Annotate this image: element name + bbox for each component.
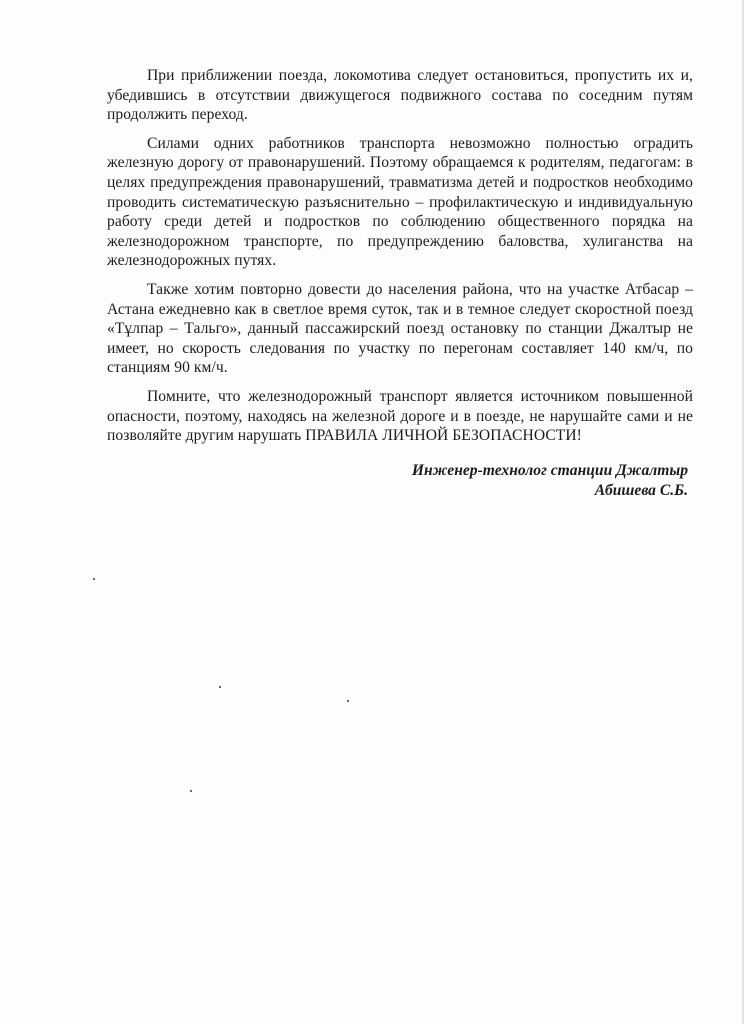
document-body (107, 66, 693, 455)
scan-speck (93, 578, 95, 580)
scan-speck (219, 686, 221, 688)
signature-name: Абишева С.Б. (594, 482, 688, 499)
scan-speck (190, 790, 192, 792)
paragraph-safety-warning: Помните, что железнодорожный транспорт является источником повышенной опасности, поэтому, находясь на железной дороге и в поезде, не нарушайте сами и не позволяйте другим нарушать ПРАВИЛА ЛИЧНОЙ БЕЗОПАСНОСТИ! (107, 387, 693, 445)
signature-block (412, 461, 688, 501)
paragraph-train-info: Также хотим повторно довести до населения района, что на участке Атбасар – Астана ежедневно как в светлое время суток, так и в темное следует скоростной поезд «Тұлпар – Тальго», данный пассажирский поезд остановку по станции Джалтыр не имеет, но скорость следования по участку по перегонам составляет 140 км/ч, по станциям 90 км/ч. (107, 280, 693, 377)
scan-speck (347, 700, 349, 702)
paragraph-crossing: При приближении поезда, локомотива следует остановиться, пропустить их и, убедившись в отсутствии движущегося подвижного состава по соседним путям продолжить переход. (107, 67, 693, 124)
signature-position: Инженер-технолог станции Джалтыр (411, 462, 688, 479)
paragraph-appeal: Силами одних работников транспорта невозможно полностью оградить железную дорогу от правонарушений. Поэтому обращаемся к родителям, педагогам: в целях предупреждения правонарушений, травматизма детей и подростков необходимо проводить систематическую разъяснительно – профилактическую и индивидуальную работу среди детей и подростков по соблюдению общественного порядка на железнодорожном транспорте, по предупреждению баловства, хулиганства на железнодорожных путях. (107, 134, 693, 270)
